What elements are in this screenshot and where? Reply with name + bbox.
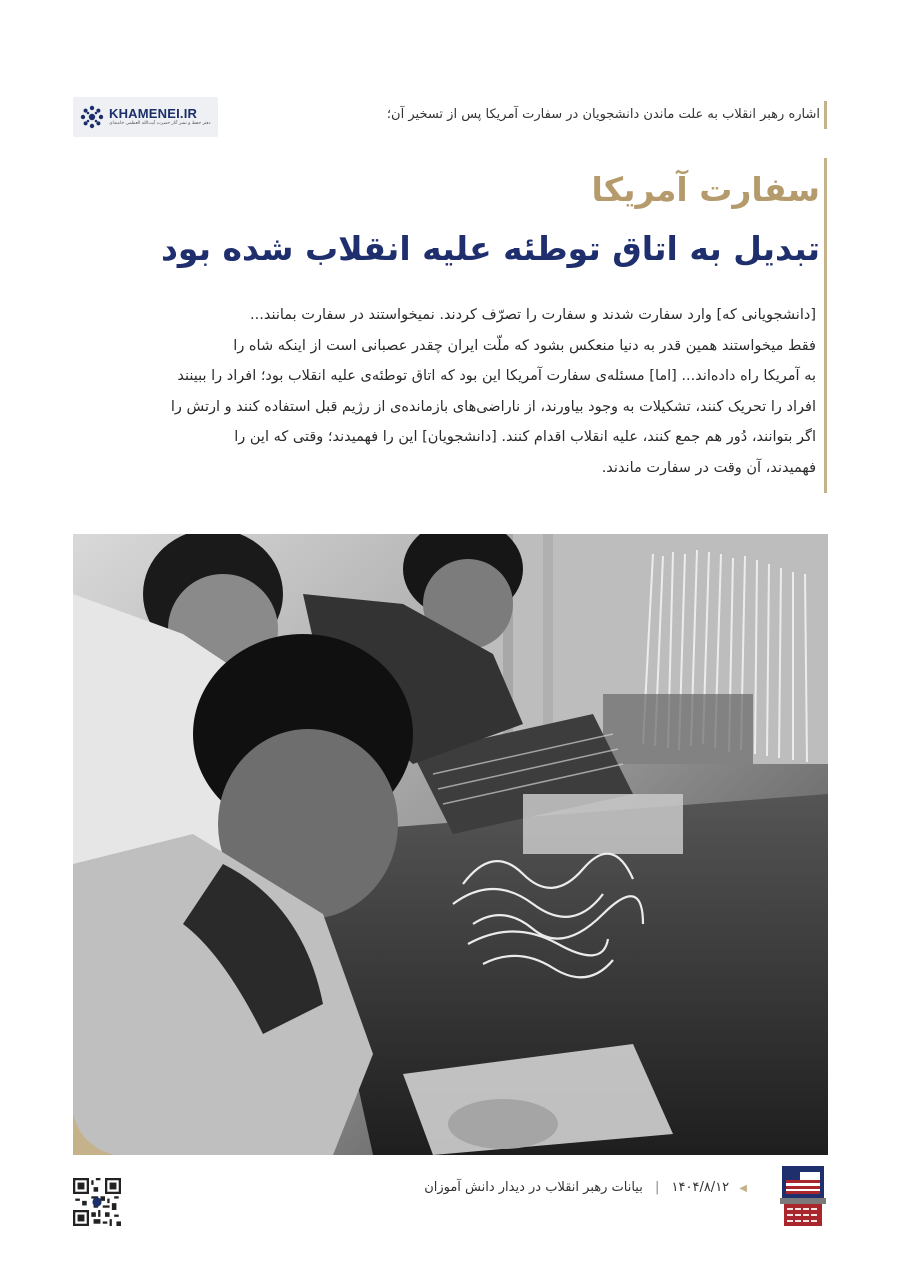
qr-code-icon[interactable] bbox=[73, 1178, 121, 1226]
page-title-line1: سفارت آمریکا bbox=[591, 170, 820, 209]
photo-illustration bbox=[73, 534, 828, 1155]
quote-line: افراد را تحریک کنند، تشکیلات به وجود بیاورند، از ناراضی‌های بازمانده‌ی از رژیم قبل استفاده کنند و ارتش را bbox=[170, 398, 816, 415]
logo-name: KHAMENEI.IR bbox=[109, 106, 198, 121]
header-caption: اشاره رهبر انقلاب به علت ماندن دانشجویان در سفارت آمریکا پس از تسخیر آن؛ bbox=[386, 107, 820, 122]
speech-date: ۱۴۰۴/۸/۱۲ bbox=[671, 1180, 730, 1195]
page-title-line2: تبدیل به اتاق توطئه علیه انقلاب شده بود bbox=[160, 229, 820, 268]
footer-separator: | bbox=[654, 1180, 660, 1195]
triangle-pointer-icon: ◀ bbox=[739, 1183, 747, 1194]
quote-line: فقط میخواستند همین قدر به دنیا منعکس بشود که ملّت ایران چقدر عصبانی است از اینکه شاه را bbox=[233, 337, 816, 354]
quote-line: به آمریکا راه داده‌اند... [اما] مسئله‌ی سفارت آمریکا این بود که اتاق توطئه‌ی علیه انقلاب بود؛ افراد را ببینند bbox=[177, 368, 816, 384]
title-accent-bar bbox=[824, 158, 827, 493]
caption-accent-bar bbox=[824, 101, 827, 129]
quote-line: [دانشجویانی که] وارد سفارت شدند و سفارت را تصرّف کردند. نمیخواستند در سفارت بمانند... bbox=[250, 307, 816, 323]
quote-body bbox=[86, 300, 816, 483]
quote-line: فهمیدند، آن وقت در سفارت ماندند. bbox=[601, 459, 816, 476]
site-logo[interactable] bbox=[73, 97, 218, 137]
historical-photo bbox=[73, 534, 828, 1155]
corner-accent-shape bbox=[73, 1113, 115, 1155]
embassy-emblem-icon bbox=[778, 1160, 828, 1228]
logo-tagline: دفتر حفظ و نشر آثار حضرت آیت‌الله العظمی خامنه‌ای bbox=[109, 121, 211, 126]
speech-source: بیانات رهبر انقلاب در دیدار دانش آموزان bbox=[424, 1180, 643, 1195]
footer-caption bbox=[327, 1180, 747, 1195]
quote-line: اگر بتوانند، دُور هم جمع کنند، علیه انقلاب اقدام کنند. [دانشجویان] این را فهمیدند؛ وقتی که این را bbox=[234, 429, 816, 445]
logo-emblem-icon bbox=[79, 104, 105, 130]
